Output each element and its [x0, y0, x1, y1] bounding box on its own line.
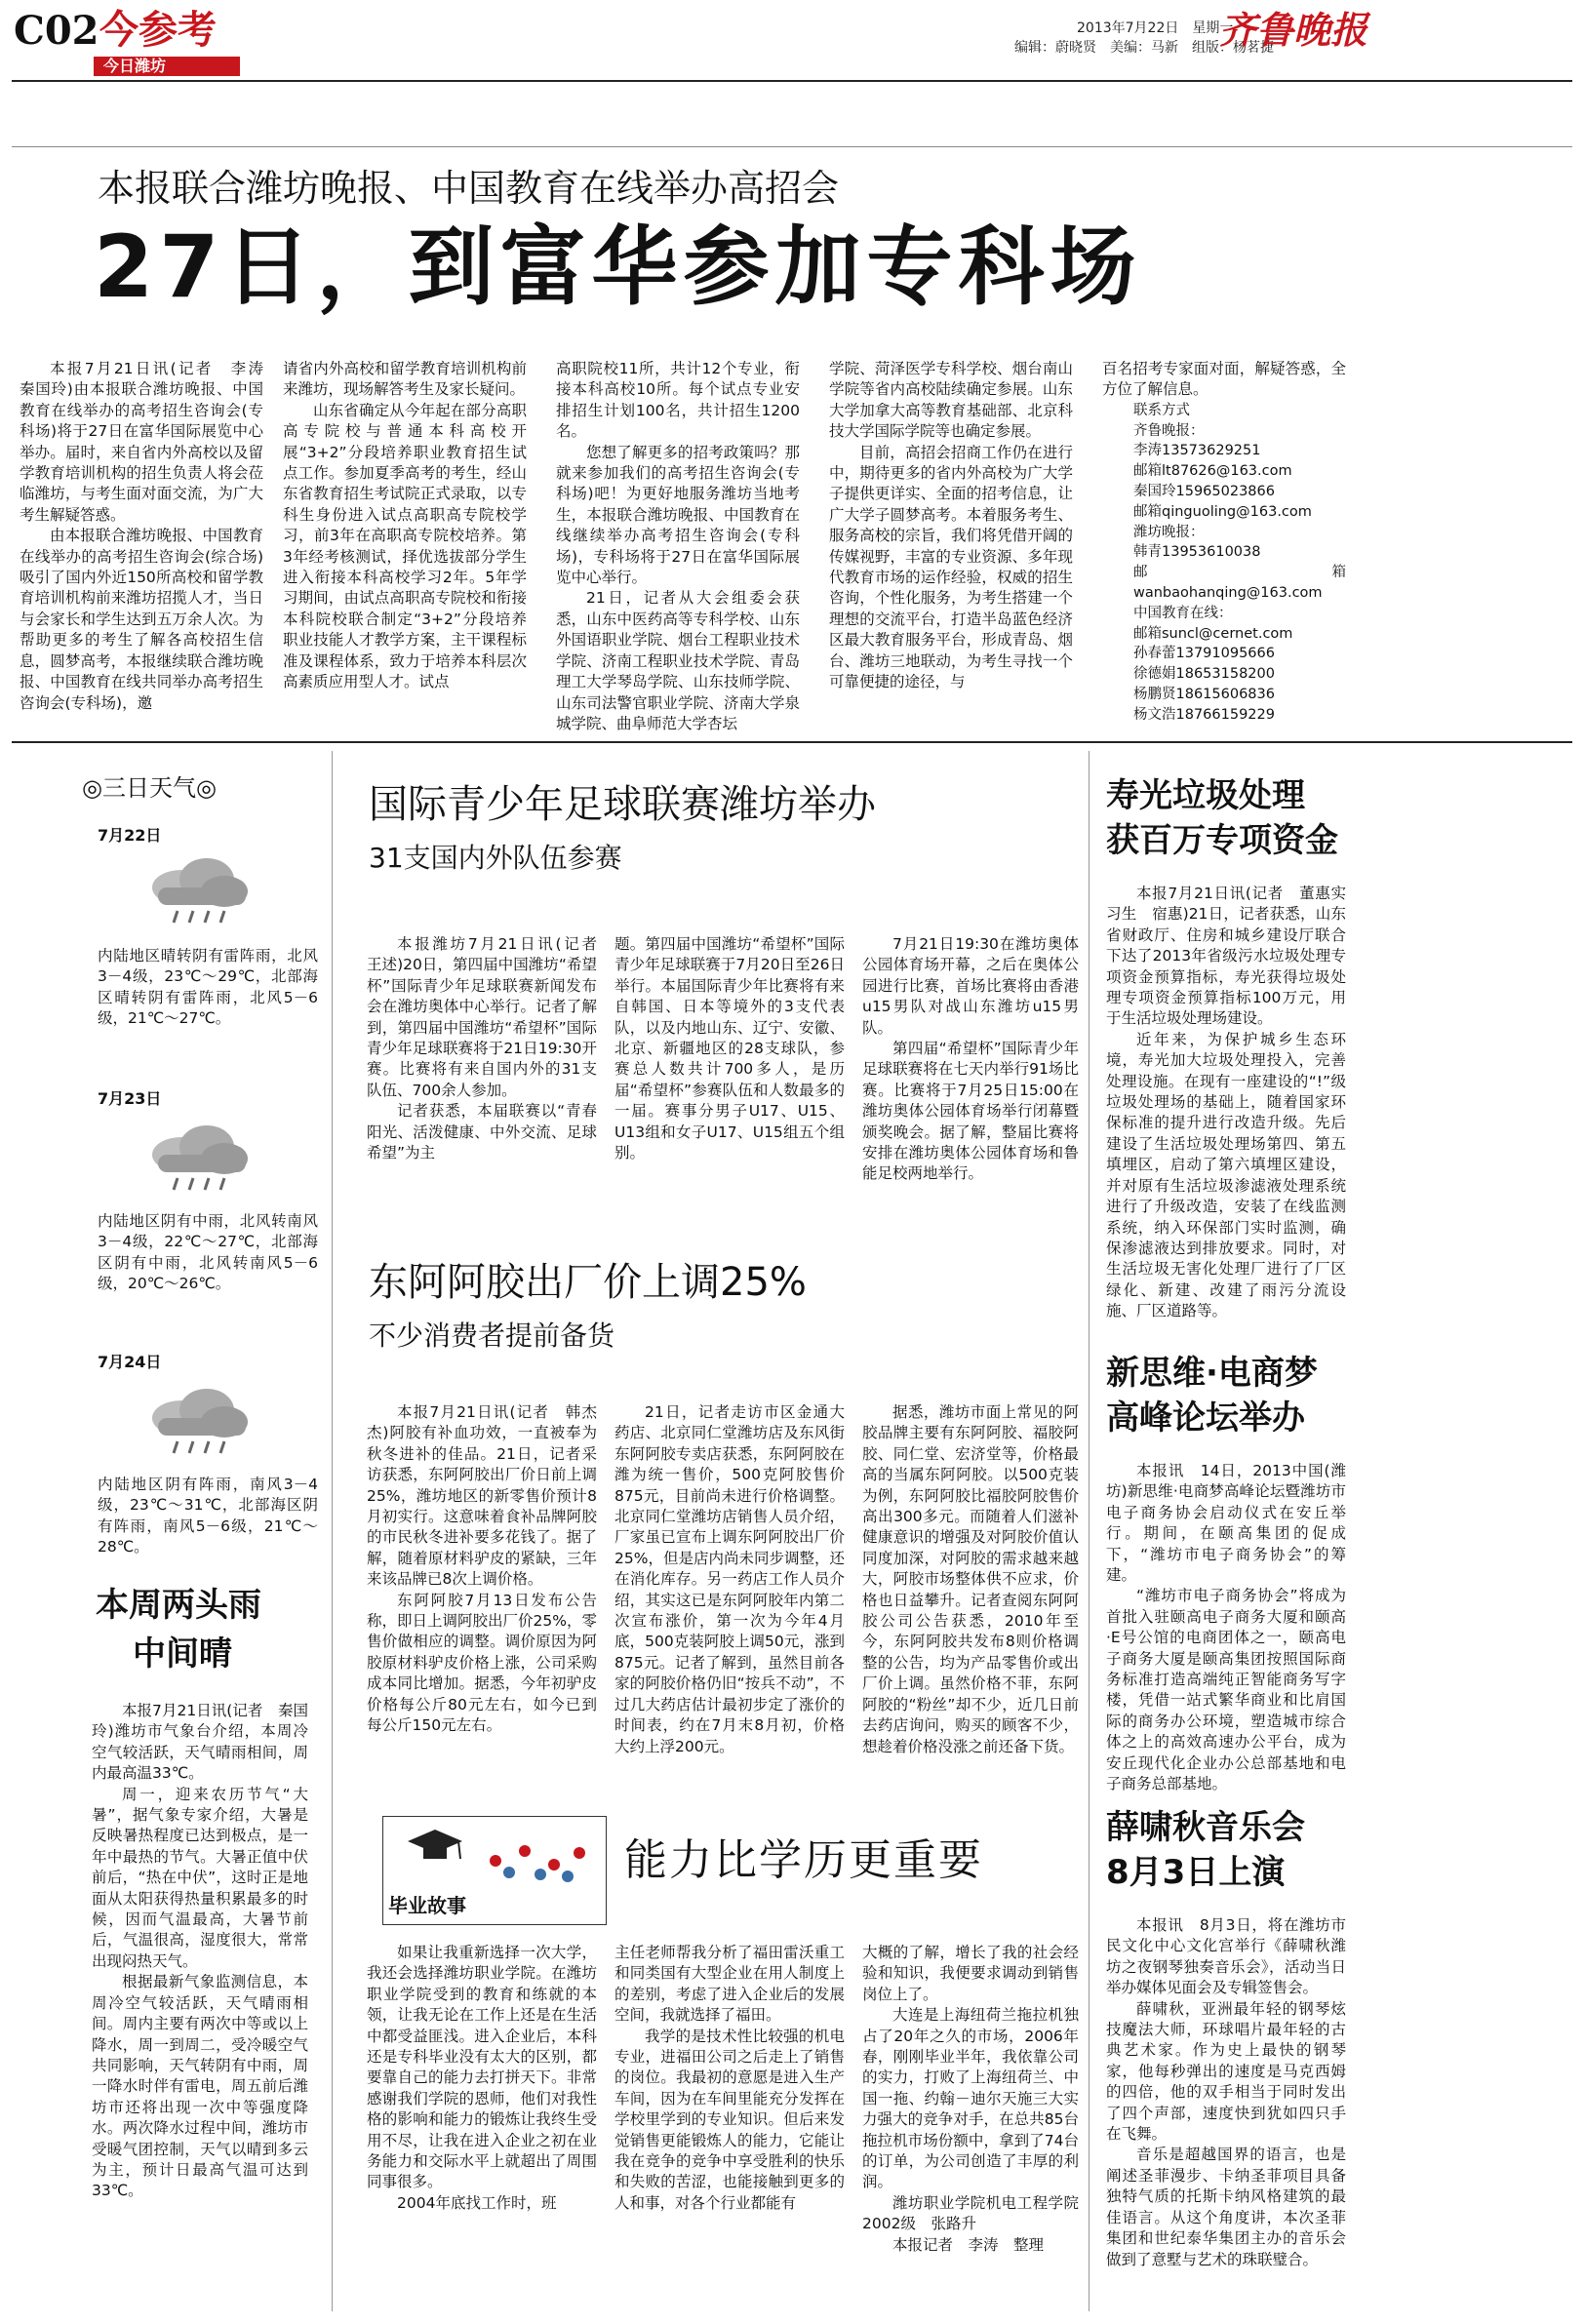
weather-text: 内陆地区阴有阵雨，南风3－4级，23℃～31℃，北部海区阴有阵雨，南风5－6级，21℃～28℃。: [98, 1476, 318, 1556]
header-rule-thin: [12, 146, 1572, 147]
music-para: 薛啸秋，亚洲最年轻的钢琴炫技魔法大师，环球唱片最年轻的古典艺术家。作为史上最快的钢琴家，他每秒弹出的速度是马克西姆的四倍，他的双手相当于同时发出了四个声部，速度快到犹如四只手在飞舞。: [1106, 1999, 1346, 2144]
ejiao-subhead: 不少消费者提前备货: [369, 1320, 615, 1352]
lead-para: 您想了解更多的招考政策吗？那就来参加我们的高考招生咨询会(专科场)吧！为更好地服务潍坊当地考生，本报联合潍坊晚报、中国教育在线继续举办高考招生咨询会(专科场)，专科场将于27日在富华国际展览中心举行。: [556, 443, 800, 587]
ecommerce-headline-2: 高峰论坛举办: [1106, 1398, 1305, 1438]
lead-col-5: [1102, 359, 1346, 729]
grad-para: 主任老师帮我分析了福田雷沃重工和同类国有大型企业在用人制度上的差别，考虑了进入企业后的发展空间，我就选择了福田。: [614, 1944, 845, 2025]
date-line: 2013年7月22日 星期一: [1077, 20, 1234, 36]
lead-col-4: [829, 359, 1073, 729]
weather-date: 7月24日: [98, 1353, 162, 1371]
lead-col-3: [556, 359, 800, 732]
contact-line: 潍坊晚报：: [1133, 524, 1205, 540]
shouguang-headline-2: 获百万专项资金: [1106, 821, 1338, 860]
contact-line: 邮箱qinguoling@163.com: [1133, 503, 1312, 520]
ejiao-para: 东阿阿胶7月13日发布公告称，即日上调阿胶出厂价25%，零售价做相应的调整。调价原因为阿胶原材料驴皮价格上涨，公司采购成本同比增加。据悉，今年初驴皮价格每公斤80元左右，如今已到每公斤150元左右。: [367, 1591, 597, 1735]
weather-box: [14, 755, 324, 1574]
lead-para: 山东省确定从今年起在部分高职高专院校与普通本科高校开展“3+2”分段培养职业教育招生试点工作。参加夏季高考的考生，经山东省教育招生考试院正式录取，以专科生身份进入试点高职高专院校学习，前3年在高职高专院校培养。第3年经考核测试，择优选拔部分学生进入衔接本科高校学习2年。5年学习期间，由试点高职高专院校和衔接本科院校联合制定“3+2”分段培养职业技能人才教学方案，主干课程标准及课程体系，致力于培养本科层次高素质应用型人才。试点: [283, 401, 527, 691]
lead-para: 本报7月21日讯(记者 李涛 秦国玲)由本报联合潍坊晚报、中国教育在线举办的高考招生咨询会(专科场)将于27日在富华国际展览中心举办。届时，来自省内外高校以及留学教育培训机构的招生负责人将会莅临潍坊，与考生面对面交流，为广大考生解疑答惑。: [20, 360, 279, 524]
rain-body: [92, 1701, 308, 2311]
football-subhead: 31支国内外队伍参赛: [369, 842, 622, 874]
contact-line: 邮箱suncl@cernet.com: [1133, 625, 1293, 642]
music-para: 音乐是超越国界的语言，也是阐述圣菲漫步、卡纳圣菲项目具备独特气质的托斯卡纳风格建筑的最佳语言。从这个角度讲，本次圣菲集团和世纪泰华集团主办的音乐会做到了意墅与艺术的珠联璧合。: [1106, 2146, 1346, 2268]
ejiao-col-2: [614, 1402, 845, 1806]
football-col-3: [862, 934, 1079, 1256]
contact-line: 孙春蕾13791095666: [1133, 646, 1275, 662]
football-col-1: [367, 934, 613, 1256]
contact-line: 联系方式: [1133, 402, 1190, 418]
football-col-2: [614, 934, 845, 1256]
lead-col-1: [20, 359, 279, 729]
shouguang-headline-1: 寿光垃圾处理: [1106, 776, 1305, 815]
grad-col-3: [862, 1943, 1079, 2313]
grad-para: 如果让我重新选择一次大学，我还会选择潍坊职业学院。在潍坊职业学院受到的教育和练就的本领，让我无论在工作上还是在生活中都受益匪浅。进入企业后，本科还是专科毕业没有太大的区别，都要靠自己的能力去打拼天下。非常感谢我们学院的恩师，他们对我性格的影响和能力的锻炼让我终生受用不尽，让我在进入企业之初在业务能力和交际水平上就超出了周围同事很多。: [367, 1944, 597, 2191]
grad-col-1: [367, 1943, 597, 2313]
page-header: [0, 0, 1585, 78]
right-column-divider: [1089, 751, 1090, 2311]
shouguang-body: [1106, 884, 1346, 1320]
lead-headline: 27日，到富华参加专科场: [94, 217, 1142, 317]
music-headline-1: 薛啸秋音乐会: [1106, 1808, 1305, 1847]
contact-line: 杨文浩18766159229: [1133, 706, 1275, 723]
header-rule: [12, 80, 1572, 82]
weather-text: 内陆地区阴有中雨，北风转南风3－4级，22℃～27℃，北部海区阴有中雨，北风转南风5－6级，20℃～26℃。: [98, 1212, 318, 1293]
contact-line: 韩青13953610038: [1133, 544, 1261, 561]
grad-para: 2004年底找工作时，班: [397, 2193, 557, 2212]
ecommerce-headline-1: 新思维·电商梦: [1106, 1354, 1318, 1393]
music-para: 本报讯 8月3日，将在潍坊市民文化中心文化宫举行《薛啸秋潍坊之夜钢琴独奏音乐会》，活动当日举办媒体见面会及专辑签售会。: [1106, 1916, 1346, 1997]
contact-line: 邮箱lt87626@163.com: [1133, 463, 1292, 480]
lead-para: 21日，记者从大会组委会获悉，山东中医药高等专科学校、山东外国语职业学院、烟台工程职业技术学院、济南工程职业技术学院、青岛理工大学琴岛学院、山东技师学院、山东司法警官职业学院、济南大学泉城学院、曲阜师范大学杏坛: [556, 589, 800, 732]
football-para: 题。第四届中国潍坊“希望杯”国际青少年足球联赛于7月20日至26日举行。本届国际青少年比赛将有来自韩国、日本等境外的3支代表队，以及内地山东、辽宁、安徽、北京、新疆地区的28支球队，参赛总人数共计700多人，是历届“希望杯”参赛队伍和人数最多的一届。赛事分男子U17、U15、U13组和女子U17、U15组五个组别。: [614, 935, 845, 1162]
contact-line: 李涛13573629251: [1133, 443, 1261, 459]
cloud-rain-icon: [140, 1120, 258, 1198]
music-headline-2: 8月3日上演: [1106, 1853, 1286, 1892]
football-para: 第四届“希望杯”国际青少年足球联赛将在七天内举行91场比赛。比赛将于7月25日15:00在潍坊奥体公园体育场举行闭幕暨颁奖晚会。据了解，整届比赛将安排在潍坊奥体公园体育场和鲁能足校两地举行。: [862, 1040, 1079, 1183]
weather-text: 内陆地区晴转阴有雷阵雨，北风3－4级，23℃～29℃，北部海区晴转阴有雷阵雨，北风5－6级，21℃～27℃。: [98, 947, 318, 1028]
graduation-cap-icon: [388, 1822, 599, 1890]
shouguang-para: 近年来，为保护城乡生态环境，寿光加大垃圾处理投入，完善处理设施。在现有一座建设的“!”级垃圾处理场的基础上，随着国家环保标准的提升进行改造升级。先后建设了生活垃圾处理场第四、第五填埋区，启动了第六填埋区建设，并对原有生活垃圾渗滤液处理系统进行了升级改造，安装了在线监测系统，纳入环保部门实时监测，确保渗滤液达到排放要求。同时，对生活垃圾无害化处理厂进行了厂区绿化、新建、改建了雨污分流设施、厂区道路等。: [1106, 1030, 1346, 1320]
subsection-title: 今日潍坊: [103, 57, 167, 75]
contact-line: 徐德娟18653158200: [1133, 666, 1275, 683]
ejiao-para: 本报7月21日讯(记者 韩杰杰)阿胶有补血功效，一直被奉为秋冬进补的佳品。21日，记者采访获悉，东阿阿胶出厂价日前上调25%，潍坊地区的新零售价预计8月初实行。这意味着食补品牌阿胶的市民秋冬进补要多花钱了。据了解，随着原材料驴皮的紧缺，三年来该品牌已8次上调价格。: [367, 1403, 597, 1589]
contact-line: 齐鲁晚报：: [1133, 422, 1205, 439]
lead-para: 请省内外高校和留学教育培训机构前来潍坊，现场解答考生及家长疑问。: [283, 360, 527, 399]
football-para: 7月21日19:30在潍坊奥体公园体育场开幕，之后在奥体公园进行比赛，首场比赛将由香港u15男队对战山东潍坊u15男队。: [862, 935, 1079, 1037]
ejiao-col-1: [367, 1402, 597, 1806]
left-column-divider: [332, 751, 333, 2311]
weather-date: 7月23日: [98, 1089, 162, 1108]
grad-para: 大连是上海纽荷兰拖拉机独占了20年之久的市场，2006年春，刚刚毕业半年，我依靠公司的实力，打败了上海纽荷兰、中国一拖、约翰－迪尔天施三大实力强大的竞争对手，在总共85台拖拉机市场份额中，拿到了74台的订单，为公司创造了丰厚的利润。: [862, 2006, 1079, 2191]
ecommerce-body: [1106, 1461, 1346, 1808]
music-body: [1106, 1915, 1346, 2313]
rain-para: 根据最新气象监测信息，本周冷空气较活跃，天气晴雨相间。周内主要有两次中等或以上降水，周一到周二，受冷暖空气共同影响，天气转阴有中雨，周一降水时伴有雷电，周五前后潍坊市还将出现一次中等强度降水。两次降水过程中间，潍坊市受暖气团控制，天气以晴到多云为主，预计日最高气温可达到33℃。: [92, 1973, 308, 2200]
page-code: C02: [14, 8, 99, 54]
lead-para: 目前，高招会招商工作仍在进行中，期待更多的省内外高校为广大学子提供更详实、全面的招考信息，让广大学子圆梦高考。本着服务考生、服务高校的宗旨，我们将凭借开阔的传媒视野，丰富的专业资源、多年现代教育市场的运作经验，权威的招生咨询，个性化服务，为考生搭建一个理想的交流平台，打造半岛蓝色经济区最大教育服务平台，形成青岛、烟台、潍坊三地联动，为考生寻找一个可靠便捷的途径，与: [829, 443, 1073, 691]
lead-para: 高职院校11所，共计12个专业，衔接本科高校10所。每个试点专业安排招生计划100名，共计招生1200名。: [556, 360, 800, 441]
football-para: 记者获悉，本届联赛以“青春阳光、活泼健康、中外交流、足球希望”为主: [367, 1102, 597, 1162]
ejiao-col-3: [862, 1402, 1079, 1806]
rain-headline-1: 本周两头雨: [96, 1586, 261, 1625]
grad-headline: 能力比学历更重要: [624, 1835, 983, 1885]
grad-para: 我学的是技术性比较强的机电专业，进福田公司之后走上了销售的岗位。我最初的意愿是进入生产车间，因为在车间里能充分发挥在学校里学到的专业知识。但后来发觉销售更能锻炼人的能力，它能让我在竞争的竞争中享受胜利的快乐和失败的苦涩，也能接触到更多的人和事，对各个行业都能有: [614, 2027, 845, 2212]
rain-headline-2: 中间晴: [133, 1635, 232, 1674]
football-headline: 国际青少年足球联赛潍坊举办: [369, 782, 876, 827]
contact-line: 秦国玲15965023866: [1133, 484, 1275, 499]
grad-col-2: [614, 1943, 845, 2313]
grad-badge: 毕业故事: [388, 1894, 466, 1917]
lead-para: 学院、菏泽医学专科学校、烟台南山学院等省内高校陆续确定参展。山东大学加拿大高等教育基础部、北京科技大学国际学院等也确定参展。: [829, 360, 1073, 441]
rain-para: 周一，迎来农历节气“大暑”，据气象专家介绍，大暑是反映暑热程度已达到极点，是一年中最热的节气。大暑正值中伏前后，“热在中伏”，这时正是地面从太阳获得热量积累最多的时候，因而气温最高，大暑节前后，气温很高，湿度很大，常常出现闷热天气。: [92, 1785, 308, 1970]
lead-col-2: [283, 359, 527, 729]
contact-line: 邮箱wanbaohanqing@163.com: [1133, 565, 1346, 601]
rain-para: 本报7月21日讯(记者 秦国玲)潍坊市气象台介绍，本周冷空气较活跃，天气晴雨相间，周内最高温33℃。: [92, 1702, 308, 1783]
cloud-rain-icon: [140, 1383, 258, 1461]
grad-signature: 本报记者 李涛 整理: [892, 2235, 1045, 2254]
football-para: 本报潍坊7月21日讯(记者 王述)20日，第四届中国潍坊“希望杯”国际青少年足球联赛新闻发布会在潍坊奥体中心举行。记者了解到，第四届中国潍坊“希望杯”国际青少年足球联赛将于21日19:30开赛。比赛将有来自国内外的31支队伍、700余人参加。: [367, 935, 613, 1099]
contact-list: [1102, 401, 1346, 726]
lead-para: 由本报联合潍坊晚报、中国教育在线举办的高考招生咨询会(综合场)吸引了国内外近150所高校和留学教育培训机构前来潍坊招揽人才，当日与会家长和学生达到五万余人次。为帮助更多的考生了解各高校招生信息，圆梦高考，本报继续联合潍坊晚报、中国教育在线共同举办高考招生咨询会(专科场)，邀: [20, 527, 263, 712]
lead-bottom-rule: [12, 741, 1572, 743]
contact-line: 杨鹏贤18615606836: [1133, 686, 1275, 702]
ecommerce-para: “潍坊市电子商务协会”将成为首批入驻颐高电子商务大厦和颐高·E号公馆的电商团体之一，颐高电子商务大厦是颐高集团按照国际商务标准打造高端纯正智能商务写字楼，凭借一站式繁华商业和比肩国际的商务办公环境，塑造城市综合体之上的高效高速办公平台，成为安丘现代化企业办公总部基地和电子商务总部基地。: [1106, 1587, 1346, 1793]
grad-signature: 潍坊职业学院机电工程学院2002级 张路升: [862, 2193, 1079, 2233]
ecommerce-para: 本报讯 14日，2013中国(潍坊)新思维·电商梦高峰论坛暨潍坊市电子商务协会启动仪式在安丘举行。期间，在颐高集团的促成下，“潍坊市电子商务协会”的筹建。: [1106, 1462, 1346, 1585]
shouguang-para: 本报7月21日讯(记者 董惠实习生 宿惠)21日，记者获悉，山东省财政厅、住房和城乡建设厅联合下达了2013年省级污水垃圾处理专项资金预算指标，寿光获得垃圾处理专项资金预算指标100万元，用于生活垃圾处理场建设。: [1106, 885, 1346, 1028]
grad-para: 大概的了解，增长了我的社会经验和知识，我便要求调动到销售岗位上了。: [862, 1944, 1079, 2003]
ejiao-headline: 东阿阿胶出厂价上调25%: [369, 1260, 807, 1305]
lead-para: 百名招考专家面对面，解疑答惑，全方位了解信息。: [1102, 360, 1346, 399]
contact-line: 中国教育在线：: [1133, 605, 1233, 621]
ejiao-para: 据悉，潍坊市面上常见的阿胶品牌主要有东阿阿胶、福胶阿胶、同仁堂、宏济堂等，价格最高的当属东阿阿胶。以500克装为例，东阿阿胶比福胶阿胶售价高出300多元。而随着人们滋补健康意识的增强及对阿胶价值认同度加深，对阿胶的需求越来越大，阿胶市场整体供不应求，价格也日益攀升。记者查阅东阿阿胶公司公告获悉，2010年至今，东阿阿胶共发布8则价格调整的公告，均为产品零售价或出厂价上调。虽然价格不菲，东阿阿胶的“粉丝”却不少，近几日前去药店询问，购买的顾客不少，想趁着价格没涨之前还备下货。: [862, 1403, 1079, 1755]
ejiao-para: 21日，记者走访市区金通大药店、北京同仁堂潍坊店及东风街东阿阿胶专卖店获悉，东阿阿胶在潍为统一售价，500克阿胶售价875元，目前尚未进行价格调整。北京同仁堂潍坊店销售人员介绍，厂家虽已宣布上调东阿阿胶出厂价25%，但是店内尚未同步调整，还在消化库存。另一药店工作人员介绍，其实这已是东阿阿胶年内第二次宣布涨价，第一次为今年4月底，500克装阿胶上调50元，涨到875元。记者了解到，虽然目前各家的阿胶价格仍旧“按兵不动”，不过几大药店估计最初步定了涨价的时间表，约在7月末8月初，价格大约上浮200元。: [614, 1403, 845, 1755]
cloud-rain-icon: [140, 852, 258, 930]
paper-name: 齐鲁晚报: [1219, 8, 1368, 52]
weather-title: ◎三日天气◎: [82, 774, 217, 802]
editor-line: 编辑：蔚晓贤 美编：马新 组版：杨茗捷: [1014, 40, 1274, 56]
weather-date: 7月22日: [98, 826, 162, 845]
lead-kicker: 本报联合潍坊晚报、中国教育在线举办高招会: [98, 167, 840, 210]
section-title: 今参考: [99, 8, 217, 53]
